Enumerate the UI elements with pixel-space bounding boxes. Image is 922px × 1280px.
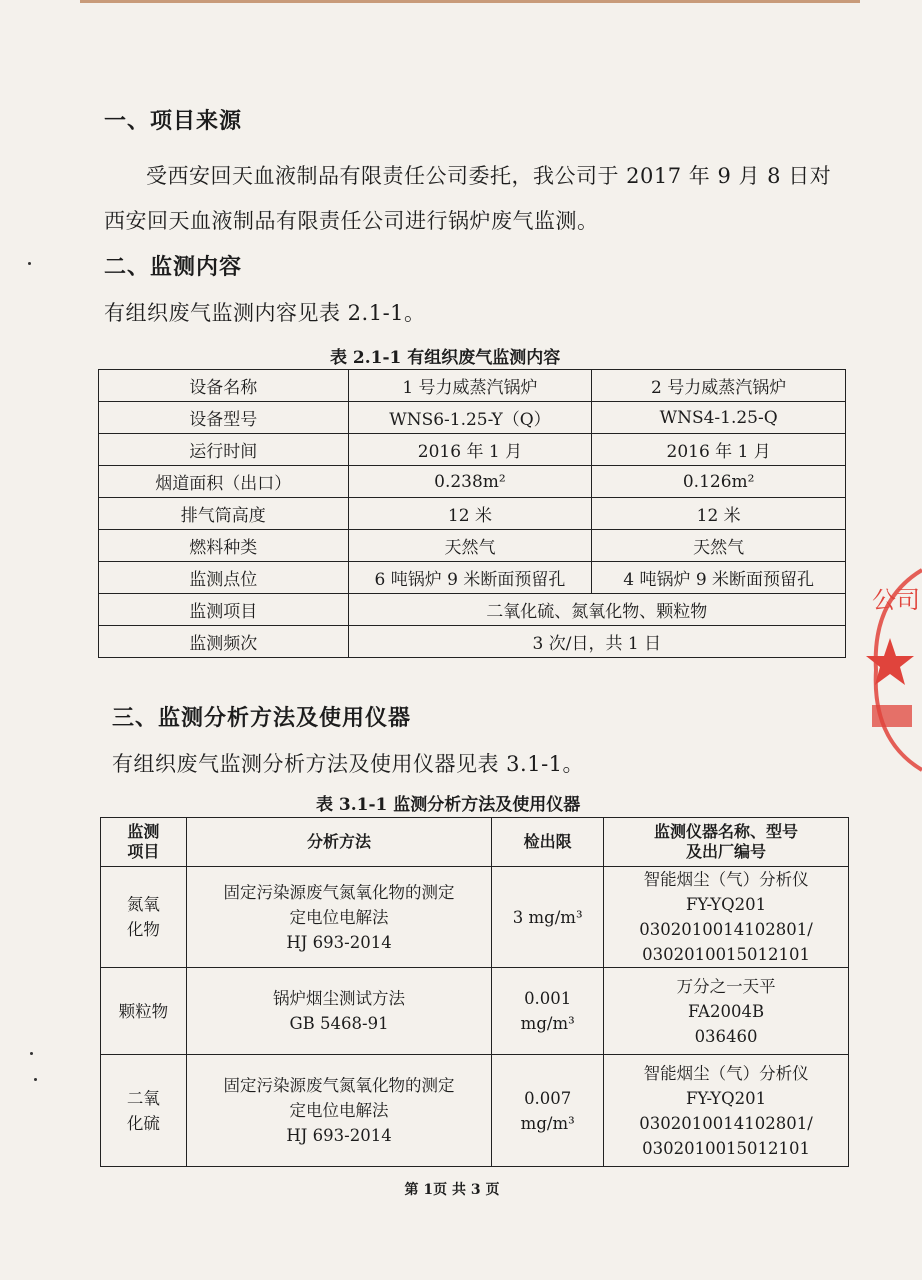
row-label: 燃料种类	[99, 530, 349, 562]
boiler1-value: 2016 年 1 月	[348, 434, 592, 466]
table-row	[101, 1055, 849, 1167]
boiler1-value: 天然气	[348, 530, 592, 562]
table-row	[99, 370, 846, 402]
header-item: 监测 项目	[101, 818, 187, 867]
merged-value: 二氧化硫、氮氧化物、颗粒物	[348, 594, 845, 626]
table-row	[99, 498, 846, 530]
boiler1-value: 1 号力威蒸汽锅炉	[348, 370, 592, 402]
row-label: 监测频次	[99, 626, 349, 658]
boiler2-value: 天然气	[592, 530, 846, 562]
row-label: 设备型号	[99, 402, 349, 434]
table2-caption: 表 3.1-1 监测分析方法及使用仪器	[316, 795, 581, 815]
row-label: 烟道面积（出口）	[99, 466, 349, 498]
paper-edge-stain	[80, 0, 860, 3]
table-row	[99, 434, 846, 466]
monitoring-item: 二氧 化硫	[101, 1055, 187, 1167]
boiler2-value: 2 号力威蒸汽锅炉	[592, 370, 846, 402]
section1-heading: 一、项目来源	[104, 109, 243, 134]
header-method: 分析方法	[186, 818, 491, 867]
monitoring-item: 颗粒物	[101, 968, 187, 1055]
boiler2-value: 4 吨锅炉 9 米断面预留孔	[592, 562, 846, 594]
boiler2-value: 12 米	[592, 498, 846, 530]
table-row	[99, 466, 846, 498]
table-row	[99, 530, 846, 562]
table-row	[101, 968, 849, 1055]
boiler2-value: 2016 年 1 月	[592, 434, 846, 466]
section2-text: 有组织废气监测内容见表 2.1-1。	[104, 301, 426, 325]
monitoring-item: 氮氧 化物	[101, 867, 187, 968]
table-row	[99, 626, 846, 658]
row-label: 监测项目	[99, 594, 349, 626]
analysis-method: 固定污染源废气氮氧化物的测定 定电位电解法 HJ 693-2014	[186, 867, 491, 968]
analysis-method: 固定污染源废气氮氧化物的测定 定电位电解法 HJ 693-2014	[186, 1055, 491, 1167]
page-footer: 第 1页 共 3 页	[404, 1182, 500, 1198]
boiler2-value: WNS4-1.25-Q	[592, 402, 846, 434]
table-row	[99, 562, 846, 594]
detection-limit: 3 mg/m³	[492, 867, 604, 968]
red-seal-stamp	[862, 560, 922, 780]
instrument-info: 智能烟尘（气）分析仪 FY-YQ201 0302010014102801/ 0302010015012101	[604, 867, 849, 968]
table-header-row	[101, 818, 849, 867]
section1-line1: 受西安回天血液制品有限责任公司委托，我公司于 2017 年 9 月 8 日对	[146, 164, 832, 188]
section1-line2: 西安回天血液制品有限责任公司进行锅炉废气监测。	[104, 209, 599, 233]
table-row	[99, 402, 846, 434]
instrument-info: 智能烟尘（气）分析仪 FY-YQ201 0302010014102801/ 0302010015012101	[604, 1055, 849, 1167]
seal-text: 公司	[872, 586, 920, 614]
merged-value: 3 次/日，共 1 日	[348, 626, 845, 658]
boiler1-value: 0.238m²	[348, 466, 592, 498]
table1-caption: 表 2.1-1 有组织废气监测内容	[330, 348, 561, 368]
section3-text: 有组织废气监测分析方法及使用仪器见表 3.1-1。	[112, 752, 585, 776]
boiler2-value: 0.126m²	[592, 466, 846, 498]
detection-limit: 0.007 mg/m³	[492, 1055, 604, 1167]
instrument-info: 万分之一天平 FA2004B 036460	[604, 968, 849, 1055]
row-label: 监测点位	[99, 562, 349, 594]
header-instrument: 监测仪器名称、型号 及出厂编号	[604, 818, 849, 867]
monitoring-content-table	[98, 369, 846, 658]
boiler1-value: WNS6-1.25-Y（Q）	[348, 402, 592, 434]
row-label: 排气筒高度	[99, 498, 349, 530]
analysis-method-table	[100, 817, 849, 1167]
boiler1-value: 6 吨锅炉 9 米断面预留孔	[348, 562, 592, 594]
header-limit: 检出限	[492, 818, 604, 867]
table-row	[99, 594, 846, 626]
section3-heading: 三、监测分析方法及使用仪器	[112, 706, 412, 731]
section2-heading: 二、监测内容	[104, 255, 243, 280]
row-label: 设备名称	[99, 370, 349, 402]
boiler1-value: 12 米	[348, 498, 592, 530]
table-row	[101, 867, 849, 968]
detection-limit: 0.001 mg/m³	[492, 968, 604, 1055]
analysis-method: 锅炉烟尘测试方法 GB 5468-91	[186, 968, 491, 1055]
row-label: 运行时间	[99, 434, 349, 466]
